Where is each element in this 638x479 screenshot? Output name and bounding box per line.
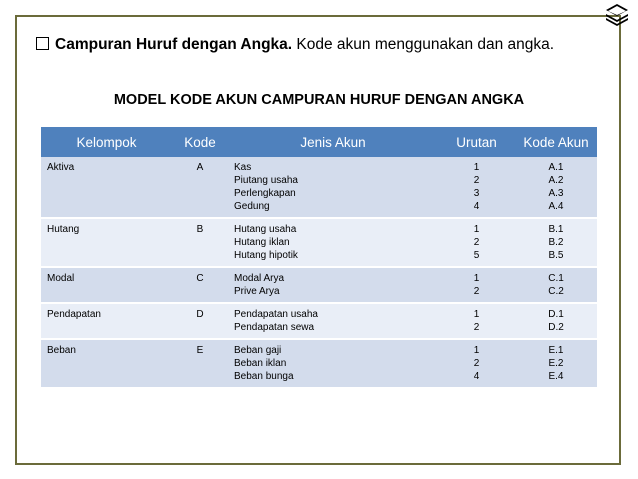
urutan-line: 1 [473, 345, 480, 356]
urutan-line: 2 [473, 286, 480, 297]
kode-akun-line: C.2 [548, 286, 564, 297]
account-code-table [41, 127, 597, 389]
urutan-cell [438, 157, 515, 218]
jenis-line: Hutang hipotik [234, 250, 298, 261]
urutan-line: 4 [473, 201, 480, 212]
kelompok-cell: Pendapatan [41, 303, 172, 339]
urutan-line: 5 [473, 250, 480, 261]
kode-akun-line: A.2 [548, 175, 564, 186]
urutan-line: 4 [473, 371, 480, 382]
kode-akun-cell [515, 267, 597, 303]
jenis-line: Perlengkapan [234, 188, 296, 199]
column-header: Kelompok [41, 127, 172, 157]
column-header: Kode Akun [515, 127, 597, 157]
kelompok-cell: Aktiva [41, 157, 172, 218]
kode-akun-cell [515, 303, 597, 339]
urutan-line: 1 [473, 273, 480, 284]
jenis-line: Pendapatan sewa [234, 322, 315, 333]
table-row [41, 157, 597, 218]
jenis-line: Hutang iklan [234, 237, 290, 248]
table-row [41, 303, 597, 339]
kode-cell: C [172, 267, 228, 303]
jenis-cell [228, 303, 438, 339]
urutan-cell [438, 303, 515, 339]
checkbox-icon [36, 37, 49, 50]
kode-akun-line: A.3 [548, 188, 564, 199]
urutan-line: 2 [473, 322, 480, 333]
jenis-cell [228, 218, 438, 267]
jenis-line: Prive Arya [234, 286, 280, 297]
kode-cell: A [172, 157, 228, 218]
jenis-line: Modal Arya [234, 273, 285, 284]
kode-akun-line: E.4 [548, 371, 564, 382]
urutan-line: 1 [473, 309, 480, 320]
heading-bold: Campuran Huruf dengan Angka. [55, 36, 293, 53]
urutan-line: 2 [473, 175, 480, 186]
kode-akun-line: D.1 [548, 309, 564, 320]
urutan-line: 3 [473, 188, 480, 199]
kode-akun-line: D.2 [548, 322, 564, 333]
urutan-line: 1 [473, 162, 480, 173]
column-header: Jenis Akun [228, 127, 438, 157]
kode-akun-cell [515, 339, 597, 388]
jenis-line: Pendapatan usaha [234, 309, 318, 320]
kode-cell: B [172, 218, 228, 267]
jenis-line: Beban gaji [234, 345, 282, 356]
kelompok-cell: Modal [41, 267, 172, 303]
kode-akun-cell [515, 157, 597, 218]
jenis-cell [228, 267, 438, 303]
kode-akun-cell [515, 218, 597, 267]
urutan-cell [438, 218, 515, 267]
table-row [41, 267, 597, 303]
urutan-cell [438, 339, 515, 388]
kelompok-cell: Beban [41, 339, 172, 388]
urutan-line: 2 [473, 358, 480, 369]
table-header-row [41, 127, 597, 157]
urutan-line: 1 [473, 224, 480, 235]
jenis-line: Beban iklan [234, 358, 287, 369]
jenis-cell [228, 157, 438, 218]
kode-cell: E [172, 339, 228, 388]
table-row [41, 339, 597, 388]
jenis-line: Piutang usaha [234, 175, 298, 186]
kode-akun-line: B.2 [548, 237, 564, 248]
jenis-cell [228, 339, 438, 388]
column-header: Kode [172, 127, 228, 157]
table-row [41, 218, 597, 267]
kode-cell: D [172, 303, 228, 339]
jenis-line: Beban bunga [234, 371, 294, 382]
urutan-cell [438, 267, 515, 303]
urutan-line: 2 [473, 237, 480, 248]
kode-akun-line: C.1 [548, 273, 564, 284]
slide-heading [36, 36, 554, 54]
column-header: Urutan [438, 127, 515, 157]
jenis-line: Gedung [234, 201, 270, 212]
kode-akun-line: B.1 [548, 224, 564, 235]
kode-akun-line: A.4 [548, 201, 564, 212]
jenis-line: Kas [234, 162, 252, 173]
jenis-line: Hutang usaha [234, 224, 297, 235]
table-title: MODEL KODE AKUN CAMPURAN HURUF DENGAN ANGKA [113, 92, 525, 108]
kelompok-cell: Hutang [41, 218, 172, 267]
kode-akun-line: A.1 [548, 162, 564, 173]
heading-rest: Kode akun menggunakan dan angka. [292, 36, 555, 53]
kode-akun-line: E.1 [548, 345, 564, 356]
kode-akun-line: B.5 [548, 250, 564, 261]
book-stack-icon [604, 2, 630, 28]
kode-akun-line: E.2 [548, 358, 564, 369]
